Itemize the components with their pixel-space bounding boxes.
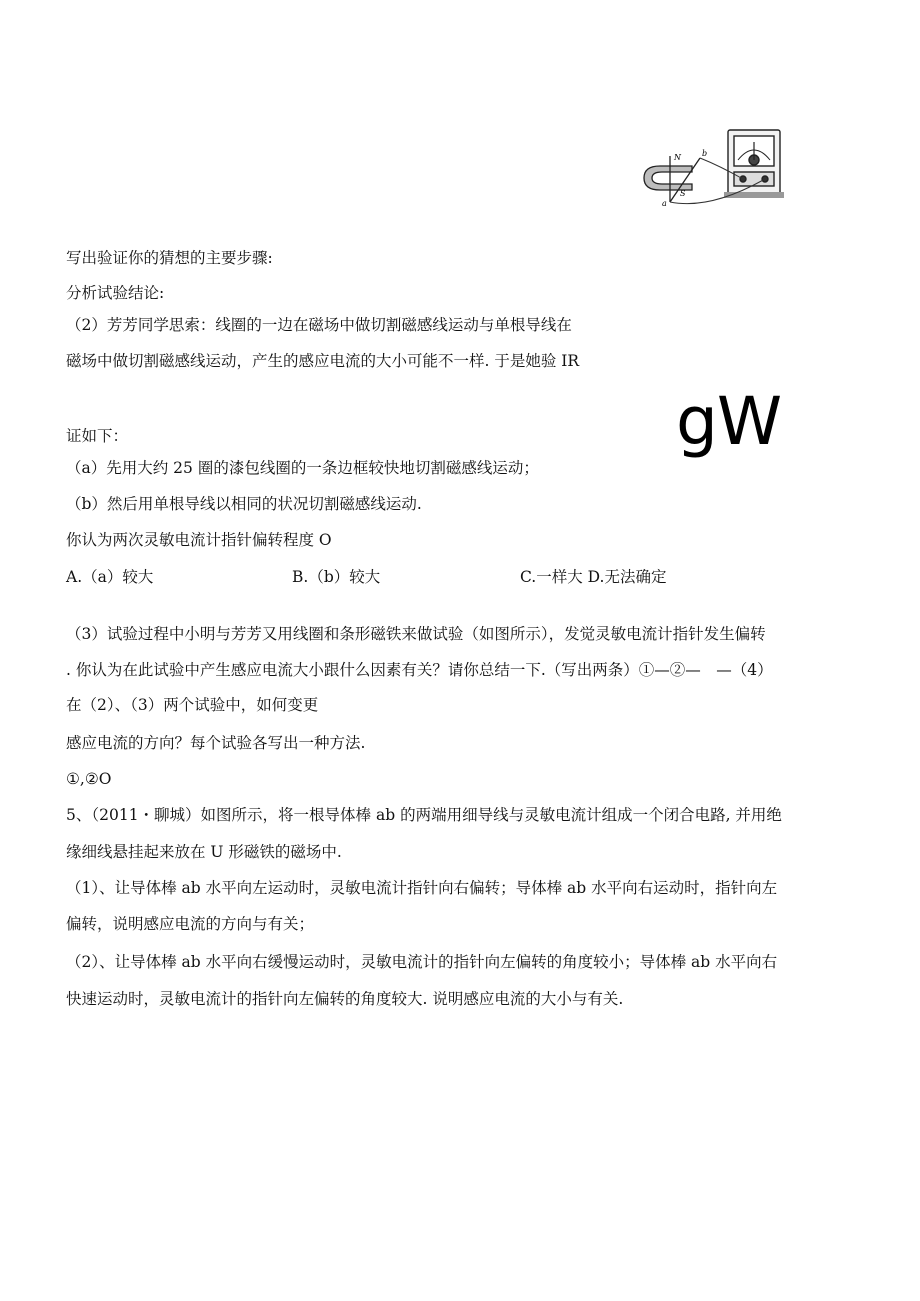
galvanometer	[724, 130, 784, 198]
rod-b-label: b	[702, 149, 708, 158]
text-line-17: 偏转，说明感应电流的方向与有关；	[66, 915, 315, 933]
option-a: A.（a）较大	[66, 568, 154, 586]
text-line-14: 5、（2011・聊城）如图所示，将一根导体棒 ab 的两端用细导线与灵敏电流计组成一个闭合电路, 并用绝	[66, 806, 782, 824]
rod-a-label: a	[662, 199, 667, 208]
text-line-19: 快速运动时，灵敏电流计的指针向左偏转的角度较大. 说明感应电流的大小与有关.	[66, 990, 624, 1008]
text-line-11: 在（2）、（3）两个试验中，如何变更	[66, 696, 319, 714]
text-line-3: （2）芳芳同学思索：线圈的一边在磁场中做切割磁感线运动与单根导线在	[66, 316, 572, 334]
text-line-9: （3）试验过程中小明与芳芳又用线圈和条形磁铁来做试验（如图所示），发觉灵敏电流计指针发生偏转	[66, 625, 766, 643]
text-line-7: （b）然后用单根导线以相同的状况切割磁感线运动.	[66, 495, 422, 513]
magnet-s-label: S	[680, 189, 686, 198]
text-line-8: 你认为两次灵敏电流计指针偏转程度 O	[66, 531, 332, 549]
text-line-4: 磁场中做切割磁感线运动，产生的感应电流的大小可能不一样. 于是她验 IR	[66, 352, 580, 370]
magnet-n-label: N	[674, 153, 681, 162]
text-line-16: （1）、让导体棒 ab 水平向左运动时，灵敏电流计指针向右偏转；导体棒 ab 水平向右运动时，指针向左	[66, 879, 778, 897]
text-line-6: （a）先用大约 25 圈的漆包线圈的一条边框较快地切割磁感线运动；	[66, 459, 539, 477]
text-line-18: （2）、让导体棒 ab 水平向右缓慢运动时，灵敏电流计的指针向左偏转的角度较小；导体棒 ab 水平向右	[66, 953, 778, 971]
text-line-2: 分析试验结论:	[66, 284, 165, 302]
text-line-12: 感应电流的方向？每个试验各写出一种方法.	[66, 734, 366, 752]
text-line-13: ①,②O	[66, 770, 112, 788]
option-b: B.（b）较大	[292, 568, 381, 586]
u-magnet	[644, 156, 700, 202]
stray-large-text: gW	[676, 383, 782, 460]
option-c-d: C.一样大 D.无法确定	[520, 568, 667, 586]
text-line-15: 缘细线悬挂起来放在 U 形磁铁的磁场中.	[66, 843, 342, 861]
text-line-1: 写出验证你的猜想的主要步骤:	[66, 249, 273, 267]
text-line-10: . 你认为在此试验中产生感应电流大小跟什么因素有关？请你总结一下.（写出两条）①—②— —（4）	[66, 661, 773, 679]
experiment-figure	[640, 126, 790, 210]
text-line-5: 证如下：	[66, 427, 129, 445]
